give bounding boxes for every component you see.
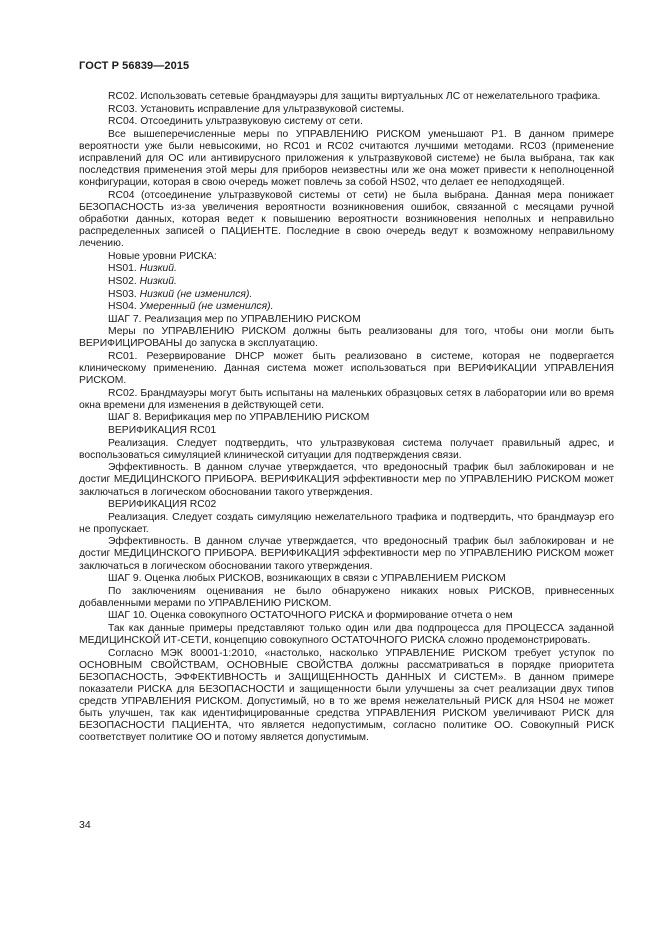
risk-value: Низкий.: [139, 275, 177, 287]
section-heading: ШАГ 9. Оценка любых РИСКОВ, возникающих в связи с УПРАВЛЕНИЕМ РИСКОМ: [108, 573, 506, 585]
page-body: [79, 91, 614, 745]
risk-value: Умеренный (не изменился).: [139, 301, 274, 313]
paragraph: Эффективность. В данном случае утверждается, что вредоносный трафик был заблокирован и не достиг МЕДИЦИНСКОГО ПРИБОРА. ВЕРИФИКАЦИЯ эффективности мер по УПРАВЛЕНИЮ РИСКОМ может заключаться в логическом обосновании такого утверждения.: [79, 536, 614, 572]
paragraph: Новые уровни РИСКА:: [108, 250, 217, 262]
risk-level-item: [79, 263, 614, 275]
section-heading: ШАГ 8. Верификация мер по УПРАВЛЕНИЮ РИСКОМ: [108, 412, 370, 424]
subsection-heading: ВЕРИФИКАЦИЯ RC02: [108, 499, 217, 511]
risk-code: HS02.: [108, 275, 137, 287]
document-header: ГОСТ Р 56839—2015: [79, 60, 190, 72]
paragraph: Меры по УПРАВЛЕНИЮ РИСКОМ должны быть реализованы для того, чтобы они могли быть ВЕРИФИЦИРОВАНЫ до запуска в эксплуатацию.: [79, 326, 614, 350]
section-heading: ШАГ 7. Реализация мер по УПРАВЛЕНИЮ РИСКОМ: [108, 313, 361, 325]
paragraph: По заключениям оценивания не было обнаружено никаких новых РИСКОВ, привнесенных добавленными мерами по УПРАВЛЕНИЮ РИСКОМ.: [79, 585, 614, 609]
page-number: 34: [79, 819, 91, 831]
paragraph: Реализация. Следует подтвердить, что ультразвуковая система получает правильный адрес, и воспользоваться симуляцией клинической ситуации для подтверждения связи.: [79, 437, 614, 461]
paragraph: Так как данные примеры представляют только один или два подпроцесса для ПРОЦЕССА заданной МЕДИЦИНСКОЙ ИТ-СЕТИ, концепцию совокупного ОСТАТОЧНОГО РИСКА сложно продемонстрировать.: [79, 623, 614, 647]
paragraph: RC01. Резервирование DHCP может быть реализовано в системе, которая не подвергается клиническому применению. Данная система может использоваться при ВЕРИФИКАЦИИ УПРАВЛЕНИЯ РИСКОМ.: [79, 350, 614, 387]
risk-code: HS04.: [108, 301, 137, 313]
paragraph: Согласно МЭК 80001-1:2010, «настолько, насколько УПРАВЛЕНИЕ РИСКОМ требует уступок по ОСНОВНЫМ СВОЙСТВАМ, ОСНОВНЫЕ СВОЙСТВА должны рассматриваться в порядке приоритета БЕЗОПАСНОСТЬ, ЭФФЕКТИВНОСТЬ и ЗАЩИЩЕННОСТЬ ДАННЫХ И СИСТЕМ». В данном примере показатели РИСКА для БЕЗОПАСНОСТИ и защищенности были улучшены за счет реализации двух типов средств УПРАВЛЕНИЯ РИСКОМ. Допустимый, но в то же время нежелательный РИСК для HS04 не может быть улучшен, так как идентифицированные средства УПРАВЛЕНИЯ РИСКОМ увеличивают РИСК для БЕЗОПАСНОСТИ ПАЦИЕНТА, что является недопустимым, согласно политике ОО. Совокупный РИСК соответствует политике ОО и потому является допустимым.: [79, 647, 614, 744]
paragraph: RC02. Использовать сетевые брандмауэры для защиты виртуальных ЛС от нежелательного трафика.: [108, 91, 601, 102]
paragraph: RC02. Брандмауэры могут быть испытаны на маленьких образцовых сетях в лаборатории или во время окна времени для изменения в действующей сети.: [79, 387, 614, 411]
risk-level-item: [79, 301, 614, 313]
section-heading: ШАГ 10. Оценка совокупного ОСТАТОЧНОГО РИСКА и формирование отчета о нем: [108, 610, 513, 622]
risk-value: Низкий.: [139, 263, 177, 275]
risk-level-item: [79, 289, 614, 301]
risk-code: HS01.: [108, 263, 137, 275]
risk-level-item: [79, 276, 614, 288]
paragraph: Эффективность. В данном случае утверждается, что вредоносный трафик был заблокирован и не достиг МЕДИЦИНСКОГО ПРИБОРА. ВЕРИФИКАЦИЯ эффективности мер по УПРАВЛЕНИЮ РИСКОМ может заключаться в логическом обосновании такого утверждения.: [79, 462, 614, 498]
paragraph: RC04 (отсоединение ультразвуковой системы от сети) не была выбрана. Данная мера понижает БЕЗОПАСНОСТЬ из-за увеличения вероятности возникновения ошибок, связанной с месяцами ручной обработки данных, которая ведет к повышению вероятности возникновения неполных и неправильно распределенных записей о ПАЦИЕНТЕ. Последние в свою очередь ведут к возможному неправильному лечению.: [79, 189, 614, 250]
paragraph: RC04. Отсоединить ультразвуковую систему от сети.: [108, 116, 363, 128]
risk-value: Низкий (не изменился).: [139, 288, 253, 300]
paragraph: Все вышеперечисленные меры по УПРАВЛЕНИЮ РИСКОМ уменьшают Р1. В данном примере вероятности уже были невысокими, но RC01 и RC02 считаются лучшими методами. RC03 (применение исправлений для ОС или антивирусного приложения к ультразвуковой системе) не была выбрана, так как последствия применения этой меры для приборов неизвестны или же она может привести к неполноценной конфигурации, которая в свою очередь может повлечь за собой HS02, что делает ее неподходящей.: [79, 128, 614, 189]
risk-code: HS03.: [108, 288, 137, 300]
subsection-heading: ВЕРИФИКАЦИЯ RC01: [108, 425, 217, 437]
paragraph: Реализация. Следует создать симуляцию нежелательного трафика и подтвердить, что брандмауэр его не пропускает.: [79, 511, 614, 535]
paragraph: RC03. Установить исправление для ультразвуковой системы.: [108, 103, 405, 115]
